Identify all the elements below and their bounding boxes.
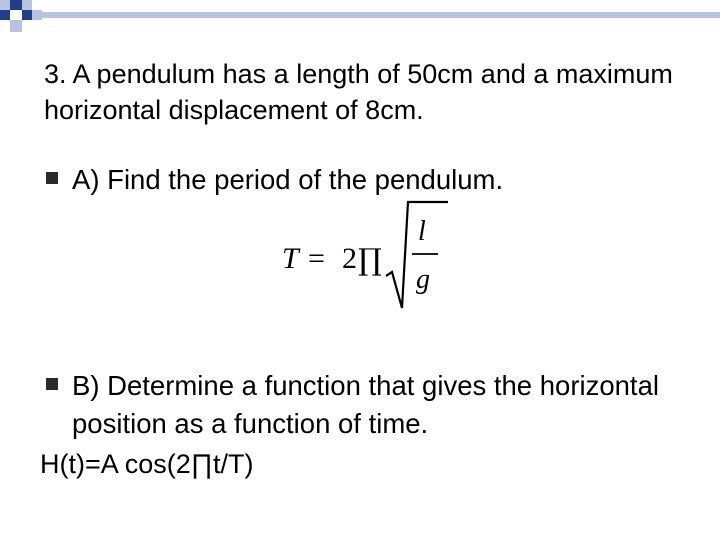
formula-lhs: T: [282, 242, 299, 275]
bullet-item-b: [46, 367, 686, 443]
period-formula: [278, 198, 448, 318]
clipped-line-text: H(t)=A cos(2∏t/T): [40, 449, 254, 479]
square-bullet-icon: [46, 378, 58, 390]
formula-pi-symbol: ∏: [358, 243, 382, 278]
formula-numerator: l: [418, 216, 426, 247]
bullet-text-a: A) Find the period of the pendulum.: [72, 164, 504, 195]
bullet-text-b: B) Determine a function that gives the horizontal position as a function of time.: [72, 370, 659, 439]
bullet-item-a: [46, 161, 686, 199]
clipped-text-line: [40, 446, 680, 479]
formula-coefficient: 2: [342, 242, 357, 275]
formula-denominator: g: [416, 264, 430, 295]
formula-equals: =: [308, 242, 325, 275]
square-bullet-icon: [46, 172, 58, 184]
slide-title: 3. A pendulum has a length of 50cm and a maximum horizontal displacement of 8cm.: [44, 59, 673, 125]
slide-corner-decoration: [0, 0, 720, 40]
